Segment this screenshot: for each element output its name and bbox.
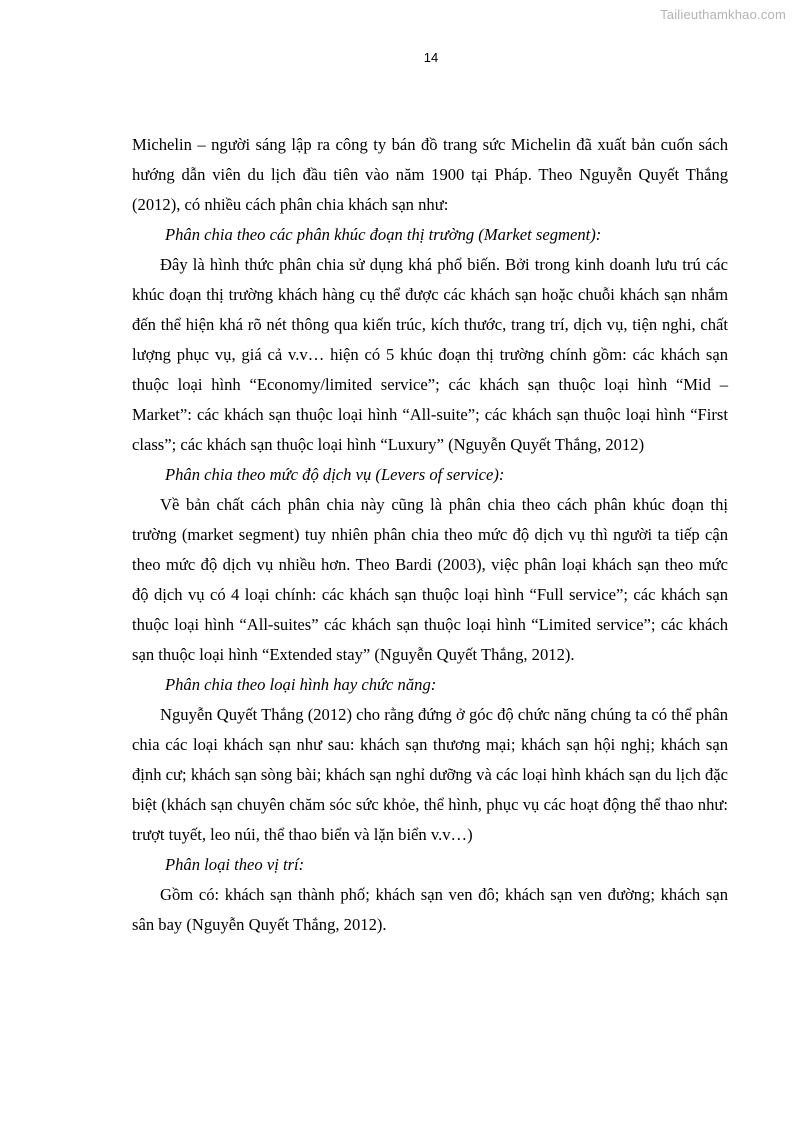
paragraph-function: Nguyễn Quyết Thắng (2012) cho rằng đứng ở góc độ chức năng chúng ta có thể phân chia các loại khách sạn như sau: khách sạn thương mại; khách sạn hội nghị; khách sạn định cư; khách sạn sòng bài; khách sạn nghỉ dưỡng và các loại hình khách sạn du lịch đặc biệt (khách sạn chuyên chăm sóc sức khỏe, thể hình, phục vụ các hoạt động thể thao như: trượt tuyết, leo núi, thể thao biển và lặn biển v.v…) xyxy=(132,705,728,844)
paragraph-intro: Michelin – người sáng lập ra công ty bán đồ trang sức Michelin đã xuất bản cuốn sách hướng dẫn viên du lịch đầu tiên vào năm 1900 tại Pháp. Theo Nguyễn Quyết Thắng (2012), có nhiều cách phân chia khách sạn như: xyxy=(132,135,728,214)
heading-market-segment: Phân chia theo các phân khúc đoạn thị trường (Market segment): xyxy=(165,225,602,244)
paragraph-service-level: Về bản chất cách phân chia này cũng là phân chia theo cách phân khúc đoạn thị trường (market segment) tuy nhiên phân chia theo mức độ dịch vụ thì người ta tiếp cận theo mức độ dịch vụ nhiều hơn. Theo Bardi (2003), việc phân loại khách sạn theo mức độ dịch vụ có 4 loại chính: các khách sạn thuộc loại hình “Full service”; các khách sạn thuộc loại hình “All-suites” các khách sạn thuộc loại hình “Limited service”; các khách sạn thuộc loại hình “Extended stay” (Nguyễn Quyết Thắng, 2012). xyxy=(132,495,728,664)
heading-location: Phân loại theo vị trí: xyxy=(165,855,305,874)
heading-function: Phân chia theo loại hình hay chức năng: xyxy=(165,675,437,694)
paragraph-location: Gồm có: khách sạn thành phố; khách sạn ven đô; khách sạn ven đường; khách sạn sân bay (Nguyễn Quyết Thắng, 2012). xyxy=(132,885,728,934)
document-body xyxy=(132,130,728,940)
page-number: 14 xyxy=(423,50,439,65)
paragraph-market-segment: Đây là hình thức phân chia sử dụng khá phổ biến. Bởi trong kinh doanh lưu trú các khúc đoạn thị trường khách hàng cụ thể được các khách sạn hoặc chuỗi khách sạn nhắm đến thể hiện khá rõ nét thông qua kiến trúc, kích thước, trang trí, dịch vụ, tiện nghi, chất lượng phục vụ, giá cả v.v… hiện có 5 khúc đoạn thị trường chính gồm: các khách sạn thuộc loại hình “Economy/limited service”; các khách sạn thuộc loại hình “Mid – Market”: các khách sạn thuộc loại hình “All-suite”; các khách sạn thuộc loại hình “First class”; các khách sạn thuộc loại hình “Luxury” (Nguyễn Quyết Thắng, 2012) xyxy=(132,255,728,454)
watermark: Tailieuthamkhao.com xyxy=(660,7,786,22)
heading-service-level: Phân chia theo mức độ dịch vụ (Levers of service): xyxy=(165,465,505,484)
